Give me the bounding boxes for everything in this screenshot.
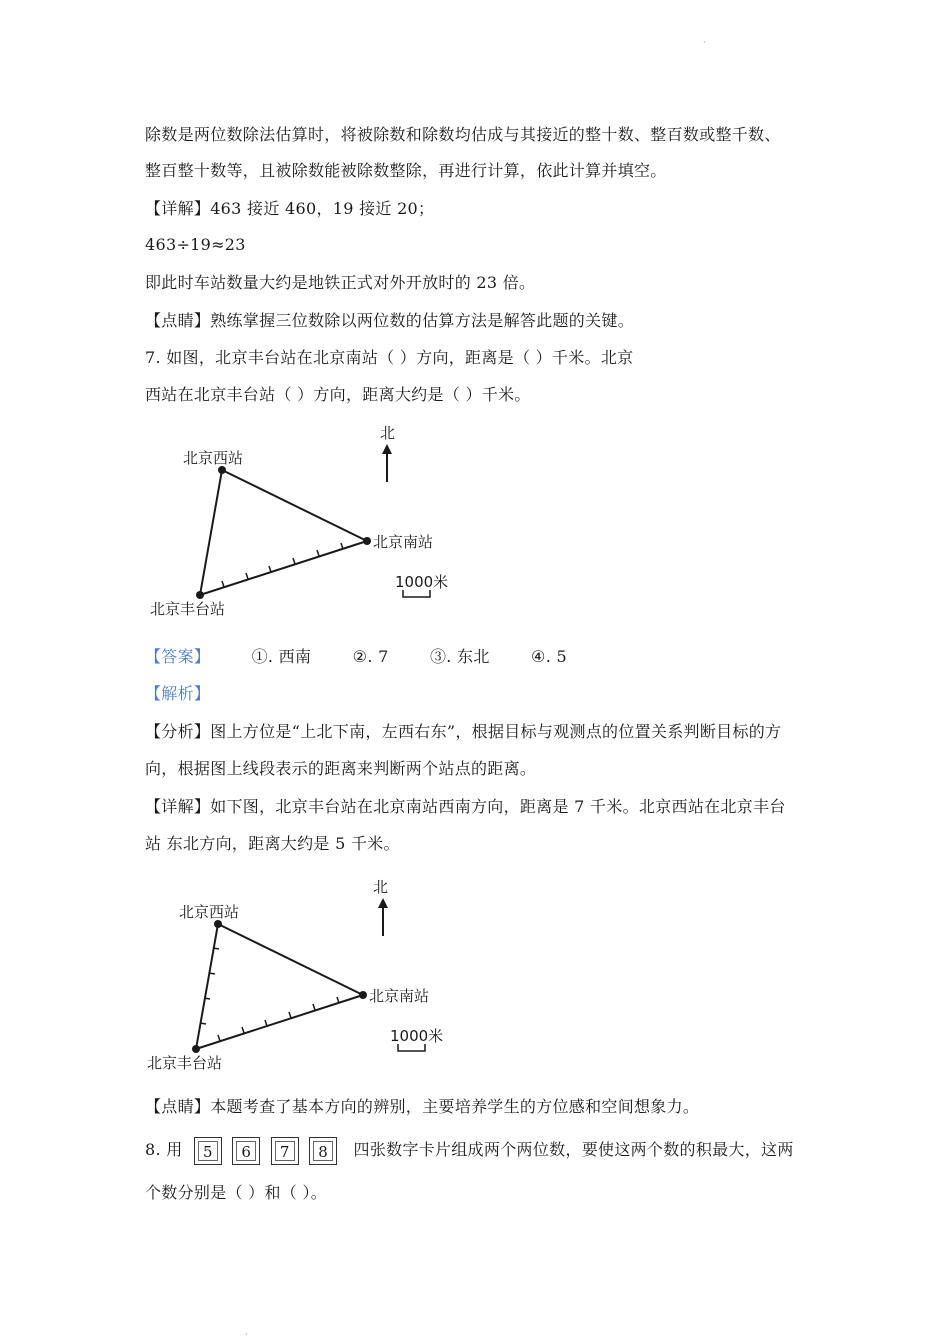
map-figure-question [145, 420, 465, 620]
edge-west-south [222, 470, 367, 541]
edge-fengtai-south [200, 541, 367, 595]
scale-bar [403, 590, 430, 597]
text-line: 整百整十数等，且被除数能被除数整除，再进行计算，依此计算并填空。 [145, 161, 667, 180]
south-station-point [359, 991, 367, 999]
key-point-line-2: 【点睛】本题考查了基本方向的辨别，主要培养学生的方位感和空间想象力。 [145, 1097, 700, 1116]
decor-dot-bottom: · [245, 1330, 248, 1339]
north-label: 北 [380, 424, 396, 442]
edge-west-fengtai [196, 924, 218, 1049]
digit-card: 8 [309, 1137, 337, 1165]
analysis-line-2: 向，根据图上线段表示的距离来判断两个站点的距离。 [145, 759, 537, 778]
answer-line [145, 646, 567, 668]
answer-item-3: ③. 东北 [429, 647, 490, 666]
west-station-label: 北京西站 [179, 903, 240, 921]
west-station-label: 北京西站 [183, 449, 244, 467]
analysis-tag: 【解析】 [145, 684, 211, 703]
scale-label: 1000米 [395, 573, 449, 591]
map-figure-solution [145, 874, 465, 1074]
answer-item-2: ②. 7 [352, 647, 389, 666]
answer-item-4: ④. 5 [531, 647, 567, 666]
detail-line: 【详解】463 接近 460，19 接近 20； [145, 199, 435, 218]
question-7-line-2: 西站在北京丰台站（ ）方向，距离大约是（ ）千米。 [145, 385, 531, 404]
question-8-suffix: 四张数字卡片组成两个两位数，要使这两个数的积最大，这两 [353, 1140, 794, 1159]
north-arrow-head-icon [378, 898, 388, 908]
scale-bar [398, 1044, 425, 1051]
detail-line-1: 【详解】如下图，北京丰台站在北京南站西南方向，距离是 7 千米。北京西站在北京丰台 [145, 797, 786, 816]
edge-west-fengtai [200, 470, 222, 595]
question-7-line-1: 7. 如图，北京丰台站在北京南站（ ）方向，距离是（ ）千米。北京 [145, 348, 634, 367]
fengtai-station-label: 北京丰台站 [150, 600, 226, 618]
north-label: 北 [373, 878, 389, 896]
west-station-point [218, 466, 226, 474]
answer-item-1: ①. 西南 [251, 647, 312, 666]
equation-line: 463÷19≈23 [145, 235, 246, 254]
digit-card: 7 [271, 1137, 299, 1165]
question-8-prefix: 8. 用 [145, 1140, 183, 1159]
decor-dot-top: · [703, 38, 706, 47]
text-line: 除数是两位数除法估算时，将被除数和除数均估成与其接近的整十数、整百数或整千数、 [145, 125, 781, 144]
south-station-label: 北京南站 [373, 533, 434, 551]
edge-fengtai-south [196, 995, 363, 1049]
answer-tag: 【答案】 [145, 647, 211, 666]
fengtai-station-label: 北京丰台站 [147, 1054, 223, 1072]
west-station-point [214, 920, 222, 928]
digit-card: 5 [194, 1137, 222, 1165]
scale-ticks-fengtai-south [222, 543, 343, 587]
analysis-line-1: 【分析】图上方位是“上北下南，左西右东”，根据目标与观测点的位置关系判断目标的方 [145, 722, 782, 741]
digit-card: 6 [232, 1137, 260, 1165]
south-station-point [363, 537, 371, 545]
digit-cards [194, 1136, 342, 1166]
north-arrow-head-icon [382, 444, 392, 454]
south-station-label: 北京南站 [369, 987, 430, 1005]
scale-ticks-fengtai-south [218, 997, 339, 1041]
text-line: 即此时车站数量大约是地铁正式对外开放时的 23 倍。 [145, 273, 536, 292]
scale-label: 1000米 [390, 1027, 444, 1045]
fengtai-station-point [192, 1045, 200, 1053]
fengtai-station-point [196, 591, 204, 599]
key-point-line: 【点睛】熟练掌握三位数除以两位数的估算方法是解答此题的关键。 [145, 311, 635, 330]
edge-west-south [218, 924, 363, 995]
question-8-line-2: 个数分别是（ ）和（ ）。 [145, 1183, 328, 1202]
question-8-line-1 [145, 1135, 794, 1166]
detail-line-2: 站 东北方向，距离大约是 5 千米。 [145, 834, 400, 853]
